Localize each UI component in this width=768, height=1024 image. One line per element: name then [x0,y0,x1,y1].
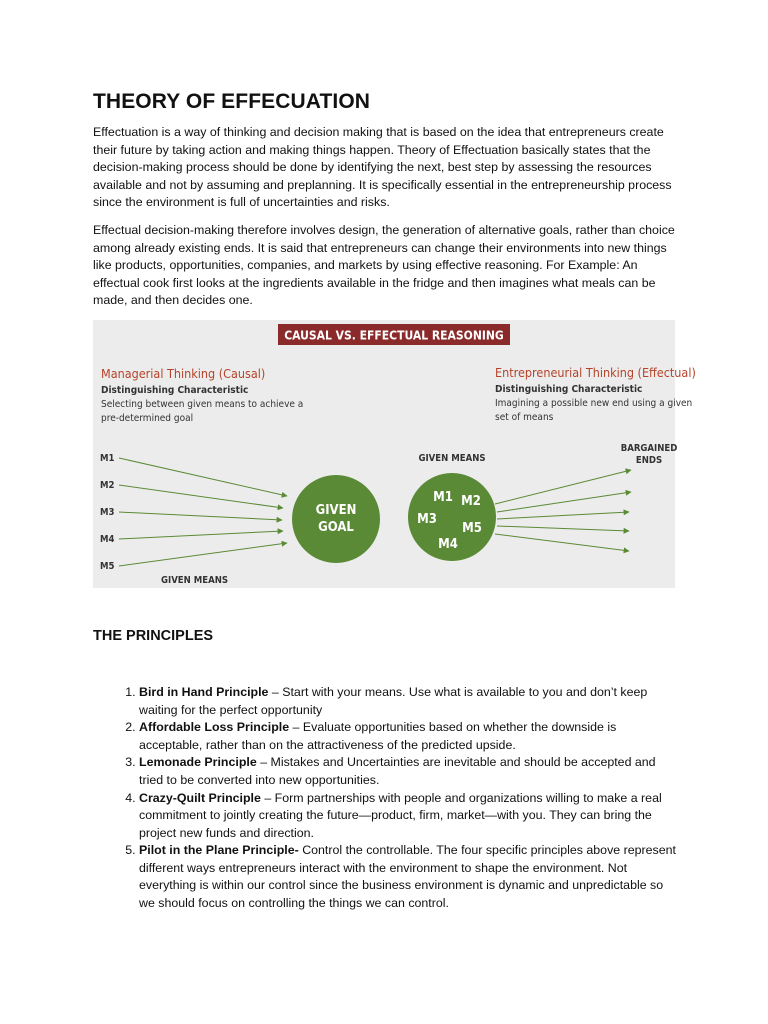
left-arrow-4 [119,531,283,539]
list-item [139,790,678,843]
circle-mean-m1: M1 [433,489,453,505]
right-heading: Entrepreneurial Thinking (Effectual) [495,364,696,380]
principle-text: Mistakes and Uncertainties are inevitable and should be accepted and tried to be converted into new opportunities. [139,755,656,787]
left-mean-m5: M5 [100,560,115,572]
left-mean-m4: M4 [100,533,115,545]
circle-mean-m5: M5 [462,520,482,536]
right-means-label: GIVEN MEANS [418,452,486,464]
banner-text: CAUSAL VS. EFFECTUAL REASONING [284,328,504,343]
circle-mean-m4: M4 [438,536,458,552]
left-desc-line2: pre-determined goal [101,412,194,424]
principle-name: Lemonade Principle [139,755,257,770]
principle-separator: – [289,720,303,735]
left-mean-m2: M2 [100,479,115,491]
given-goal-circle [292,475,380,563]
left-means-label: GIVEN MEANS [161,574,229,586]
right-desc-line2: set of means [495,411,554,423]
paragraph-1: Effectuation is a way of thinking and decision making that is based on the idea that entrepreneurs create their future by taking action and making things happen. Theory of Effectuation basically states that the decision-making process should be done by identifying the next, best step by assessing the resources available and not by assuming and preplanning. It is specifically essential in the entrepreneurship process since the environment is full of uncertainties and risks. [93,125,672,210]
circle-mean-m3: M3 [417,511,437,527]
paragraph-2: Effectual decision-making therefore involves design, the generation of alternative goals, rather than choice among already existing ends. It is said that entrepreneurs can change their environments into new things like products, opportunities, companies, and markets by using effective reasoning. For Example: An effectual cook first looks at the ingredients available in the fridge and then imagines what meals can be made, and then decides one. [93,222,675,308]
principle-name: Pilot in the Plane Principle- [139,843,299,858]
goal-line1: GIVEN [315,502,357,518]
right-arrow-4 [497,526,629,531]
principle-text: Start with your means. Use what is available to you and don’t keep waiting for the perfect opportunity [139,684,648,717]
principle-text: Form partnerships with people and organizations willing to make a real commitment to jointly creating the future—product, firm, market—with you. They can bring the project new funds and direction. [139,790,662,840]
right-arrow-1 [495,470,631,504]
goal-line2: GOAL [318,519,354,535]
left-heading: Managerial Thinking (Causal) [101,365,266,381]
right-arrow-3 [497,512,629,519]
left-mean-m3: M3 [100,506,115,518]
right-subheading: Distinguishing Characteristic [495,383,643,395]
left-arrow-2 [119,485,283,508]
list-item [139,842,678,912]
principle-text: Evaluate opportunities based on whether the downside is acceptable, rather than on the attractiveness of the predicted upside. [139,720,617,752]
list-item [139,754,678,789]
list-item [139,684,678,719]
principle-separator: – [256,755,271,770]
left-desc-line1: Selecting between given means to achieve a [101,398,304,410]
right-desc-line1: Imagining a possible new end using a given [495,397,693,409]
left-subheading: Distinguishing Characteristic [101,384,249,396]
principle-name: Bird in Hand Principle [139,684,269,699]
left-arrow-3 [119,512,282,520]
right-arrow-2 [497,492,631,512]
causal-effectual-figure [93,320,696,588]
ends-line1: BARGAINED [620,442,678,454]
principle-separator: – [260,790,275,805]
left-arrow-5 [119,543,287,566]
principle-text: Control the controllable. The four specific principles above represent different ways entrepreneurs interact with the environment to shape the environment. Not everything is within our control since the business environment is dynamic and unpredictable so we should focus on controlling the things we can control. [139,843,676,911]
principles-heading: THE PRINCIPLES [93,627,214,644]
left-arrow-1 [119,458,287,496]
circle-mean-m2: M2 [461,493,481,509]
left-mean-m1: M1 [100,452,115,464]
right-arrow-5 [495,534,629,551]
list-item [139,719,678,754]
ends-line2: ENDS [635,454,663,466]
principles-list [93,684,678,913]
document-content [93,90,696,913]
document-title: THEORY OF EFFECUATION [93,90,371,113]
principle-separator: – [268,684,283,699]
principle-name: Affordable Loss Principle [139,720,290,735]
principle-name: Crazy-Quilt Principle [139,790,261,805]
reasoning-diagram [93,320,696,588]
